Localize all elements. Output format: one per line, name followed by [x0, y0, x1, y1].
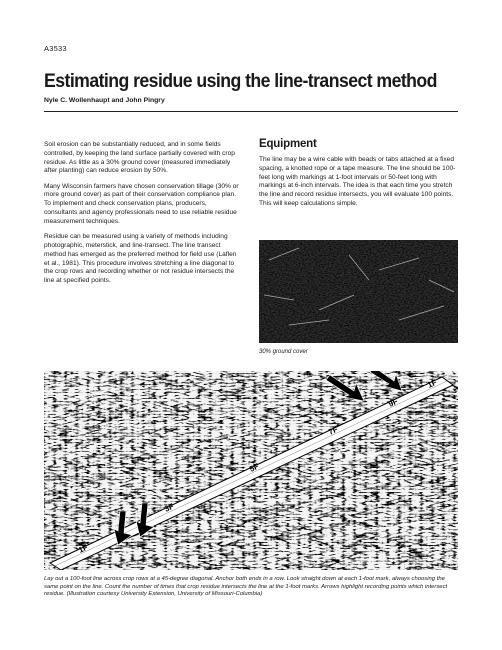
intro-paragraph-3: Residue can be measured using a variety of methods including photographic, meterstick, and line-transect. The line transect method has emerged as the preferred method for field use (Laflen et al., 1981). This procedure involves stretching a line diagonal to the crop rows and recording whether or not residue intersects the line at specified points.: [44, 233, 237, 285]
publication-number: A3533: [44, 44, 67, 53]
authors: Nyle C. Wollenhaupt and John Pingry: [44, 97, 165, 104]
equipment-heading: Equipment: [259, 138, 317, 150]
tape-label-1: 1F: [77, 542, 90, 555]
equipment-column: [259, 156, 459, 209]
intro-column: [44, 141, 240, 292]
ground-cover-photo: [259, 240, 458, 343]
page-title: Estimating residue using the line-transect method: [44, 71, 437, 92]
equipment-paragraph: The line may be a wire cable with beads or tabs attached at a fixed spacing, a knotted rope or a tape measure. The line should be 100-feet long with markings at 1-foot intervals or 50-feet long with markings at 6-inch intervals. The idea is that each time you stretch the line and record residue intersects, you will evaluate 100 points. This will keep calculations simple.: [259, 156, 456, 207]
tape-label-4: 7F: [327, 424, 340, 437]
tape-label-5: 9F: [387, 396, 400, 409]
intro-paragraph-1: Soil erosion can be substantially reduced, and in some fields controlled, by keeping the land surface partially covered with crop residue. As little as a 30% ground cover (measured immediately after planting) can reduce erosion by 50%.: [44, 141, 235, 175]
illustration-caption: Lay out a 100-foot line across crop rows at a 45-degree diagonal. Anchor both ends in a row. Look straight down at each 1-foot mark, always choosing the same point on the line. Count the number of times that crop residue intersects the line at the 1-foot marks. Arrows highlight recording points which intersect residue. (Illustration courtesy University Extension, University of Missouri-Columbia): [44, 576, 448, 598]
tape-label-6: 1F: [426, 377, 439, 390]
intro-paragraph-2: Many Wisconsin farmers have chosen conservation tillage (30% or more ground cover) as part of their conservation compliance plan. To implement and check conservation plans, producers, consultants and agency professionals need to use reliable residue measurement techniques.: [44, 182, 239, 225]
title-rule: [44, 111, 458, 112]
tape-label-3: 5F: [248, 461, 261, 474]
photo-caption: 30% ground cover: [259, 349, 308, 355]
line-transect-illustration: [44, 371, 458, 570]
tape-label-2: 3F: [163, 501, 176, 514]
